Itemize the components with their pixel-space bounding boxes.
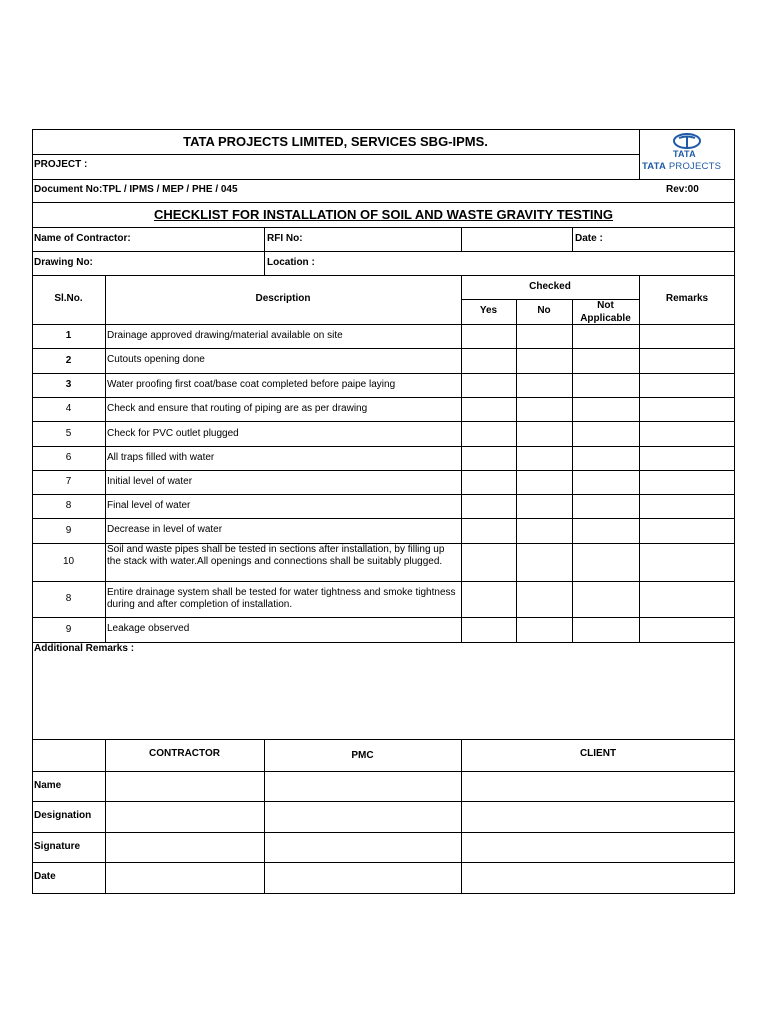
row-description: Water proofing first coat/base coat completed before paipe laying <box>107 379 396 390</box>
checklist-title: CHECKLIST FOR INSTALLATION OF SOIL AND WASTE GRAVITY TESTING <box>153 207 614 222</box>
signoff-pmc-header: PMC <box>351 750 374 761</box>
tata-emblem-icon <box>672 133 702 149</box>
row-number: 1 <box>65 330 72 341</box>
row-description: Check for PVC outlet plugged <box>107 428 239 439</box>
row-description: Check and ensure that routing of piping are as per drawing <box>107 403 368 414</box>
logo-wordmark <box>642 161 721 172</box>
row-number: 3 <box>65 379 72 390</box>
row-number: 7 <box>65 476 72 487</box>
row-number: 2 <box>65 355 72 366</box>
col-checked: Checked <box>529 281 571 292</box>
row-number: 10 <box>62 556 75 567</box>
col-remarks: Remarks <box>665 293 709 304</box>
row-description: Soil and waste pipes shall be tested in sections after installation, by filling up the stack with water.All openings and connections shall be suitably plugged. <box>107 544 445 567</box>
row-description: Final level of water <box>107 500 191 511</box>
additional-remarks-label: Additional Remarks : <box>34 643 135 654</box>
row-description: Drainage approved drawing/material available on site <box>107 330 343 341</box>
signoff-row-designation: Designation <box>34 810 92 821</box>
signoff-row-name: Name <box>34 780 62 791</box>
signoff-client-header: CLIENT <box>579 748 617 759</box>
project-label: PROJECT : <box>34 159 88 170</box>
col-no: No <box>537 305 551 316</box>
row-number: 8 <box>65 500 72 511</box>
row-description: Entire drainage system shall be tested for water tightness and smoke tightness during and after completion of installation. <box>107 587 456 610</box>
rfi-field-label: RFI No: <box>267 233 303 244</box>
row-description: All traps filled with water <box>107 452 215 463</box>
location-field-label: Location : <box>267 257 315 268</box>
tata-logo <box>640 130 734 178</box>
row-number: 8 <box>65 593 72 604</box>
logo-wordmark-bold: TATA <box>642 161 667 172</box>
col-not-applicable-line2: Applicable <box>580 313 631 324</box>
row-number: 9 <box>65 624 72 635</box>
contractor-field-label: Name of Contractor: <box>34 233 131 244</box>
drawing-field-label: Drawing No: <box>34 257 93 268</box>
row-number: 9 <box>65 525 72 536</box>
row-number: 6 <box>65 452 72 463</box>
col-description: Description <box>255 293 311 304</box>
row-number: 4 <box>65 403 72 414</box>
col-not-applicable-line1: Not <box>597 300 614 311</box>
col-yes: Yes <box>479 305 498 316</box>
row-number: 5 <box>65 428 72 439</box>
row-description: Initial level of water <box>107 476 193 487</box>
logo-wordmark-top: TATA <box>673 149 696 159</box>
date-field-label: Date : <box>575 233 603 244</box>
revision: Rev:00 <box>666 184 699 195</box>
row-description: Leakage observed <box>107 623 190 634</box>
signoff-row-date: Date <box>34 871 56 882</box>
document-number: Document No:TPL / IPMS / MEP / PHE / 045 <box>34 184 238 195</box>
company-title: TATA PROJECTS LIMITED, SERVICES SBG-IPMS. <box>183 134 488 149</box>
signoff-row-signature: Signature <box>34 841 81 852</box>
logo-wordmark-regular: PROJECTS <box>666 161 722 172</box>
row-description: Decrease in level of water <box>107 524 223 535</box>
col-slno: Sl.No. <box>54 293 83 304</box>
signoff-contractor-header: CONTRACTOR <box>149 748 220 759</box>
row-description: Cutouts opening done <box>107 354 205 365</box>
